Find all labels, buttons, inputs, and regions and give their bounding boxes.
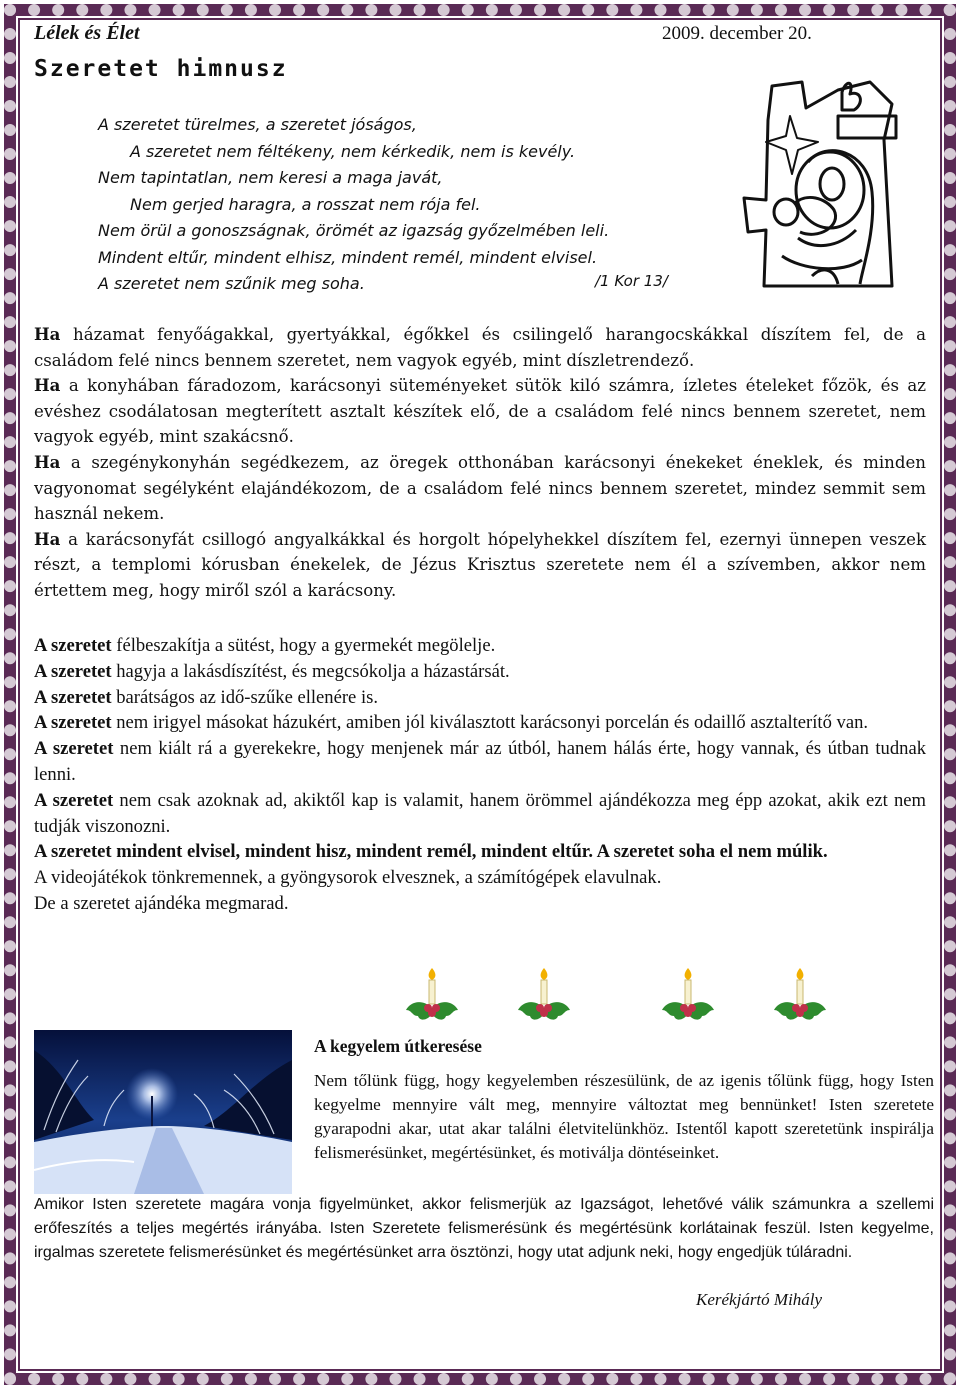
issue-date: 2009. december 20. <box>662 23 812 44</box>
poem-line: Mindent eltűr, mindent elhisz, mindent remél, mindent elvisel. <box>98 247 598 267</box>
article-title: A kegyelem útkeresése <box>314 1036 482 1056</box>
bible-reference: /1 Kor 13/ <box>595 272 668 290</box>
madonna-child-illustration <box>742 80 920 292</box>
poem-line: Nem gerjed haragra, a rosszat nem rója fel. <box>130 194 481 214</box>
love-paragraph: De a szeretet ajándéka megmarad. <box>34 892 289 914</box>
poem <box>98 112 609 298</box>
winter-night-photo <box>34 1030 292 1194</box>
love-paragraph: A szeretet nem csak azoknak ad, akiktől kap is valamit, hanem örömmel ajándékozza meg épp azokat, akik ezt nem tudják viszonozni. <box>34 789 926 837</box>
ha-paragraph: Ha házamat fenyőágakkal, gyertyákkal, égőkkel és csilingelő harangocskákkal díszítem fel, de a családom felé nincs bennem szeretet, nem vagyok egyéb, mint díszletrendező. <box>34 324 926 370</box>
poem-line: A szeretet nem féltékeny, nem kérkedik, nem is kevély. <box>130 141 576 161</box>
holly-candle-icon <box>514 966 574 1028</box>
poem-line: A szeretet türelmes, a szeretet jóságos, <box>98 115 417 134</box>
page-title: Szeretet himnusz <box>34 56 288 82</box>
love-paragraphs <box>34 633 926 917</box>
article-paragraph: Nem tőlünk függ, hogy kegyelemben részesülünk, de az igenis tőlünk függ, hogy Isten kegyelme mennyire vált meg, mennyire változtat meg bennünket! Isten szeretete gyarapodni akar, utat akar találni életvitelünkhöz. Istentől kapott szeretetünk inspirálja felismerésünket, megértésünket, és motiválja döntéseinket. <box>314 1071 934 1162</box>
poem-line: Nem örül a gonoszságnak, örömét az igazság győzelmében leli. <box>98 221 610 240</box>
love-paragraph: A szeretet mindent elvisel, mindent hisz, mindent remél, mindent eltűr. A szeretet soha el nem múlik. <box>34 841 828 863</box>
ha-paragraph: Ha a karácsonyfát csillogó angyalkákkal és horgolt hópelyhekkel díszítem fel, ezernyi ünnepen veszek részt, a templomi kórusban énekelek, de Jézus Krisztus szeretete nem él a szívemben, akkor nem értettem meg, hogy miről szól a karácsony. <box>34 528 926 600</box>
ha-paragraphs <box>34 322 926 604</box>
ha-paragraph: Ha a konyhában fáradozom, karácsonyi süteményeket sütök kiló számra, ízletes ételeket főzök, és az evéshez csodálatosan megterített asztalt készítek elő, de a családom felé nincs bennem szeretet, nem vagyok egyéb, mint szakácsnő. <box>34 375 926 447</box>
ha-paragraph: Ha a szegénykonyhán segédkezem, az öregek otthonában karácsonyi énekeket éneklek, és minden vagyonomat segélyként elajándékozom, de a családom felé nincs bennem szeretet, mindez semmit sem használ nekem. <box>34 451 926 524</box>
love-paragraph: A szeretet hagyja a lakásdíszítést, és megcsókolja a házastársát. <box>34 660 510 682</box>
poem-line: Nem tapintatlan, nem keresi a maga javát, <box>98 168 443 187</box>
love-paragraph: A szeretet nem irigyel másokat házukért, amiben jól kiválasztott karácsonyi porcelán és odaillő asztalterítő van. <box>34 712 869 734</box>
love-paragraph: A szeretet barátságos az idő-szűke ellenére is. <box>34 686 379 708</box>
poem-line: A szeretet nem szűnik meg soha. <box>98 274 365 293</box>
holly-candle-icon <box>658 966 718 1028</box>
love-paragraph: A szeretet nem kiált rá a gyerekekre, hogy menjenek már az útból, hanem hálás érte, hogy vannak, és útban tudnak lenni. <box>34 738 926 785</box>
holly-candle-icon <box>402 966 462 1028</box>
love-paragraph: A videojátékok tönkremennek, a gyöngysorok elvesznek, a számítógépek elavulnak. <box>34 867 662 889</box>
love-paragraph: A szeretet félbeszakítja a sütést, hogy a gyermekét megölelje. <box>34 635 496 656</box>
magazine-name: Lélek és Élet <box>34 22 140 44</box>
holly-candle-icon <box>770 966 830 1028</box>
author-signature: Kerékjártó Mihály <box>696 1290 823 1309</box>
article-paragraph: Amikor Isten szeretete magára vonja figyelmünket, akkor felismerjük az Igazságot, lehetővé válik számunkra a szellemi erőfeszítés a teljes megértés irányába. Isten Szeretete felismerésünk és megértésünk korlátainak feszül. Isten kegyelme, irgalmas szeretete felismerésünket és megértésünket arra ösztönzi, hogy utat adjunk neki, hogy engedjük túláradni. <box>34 1196 934 1261</box>
